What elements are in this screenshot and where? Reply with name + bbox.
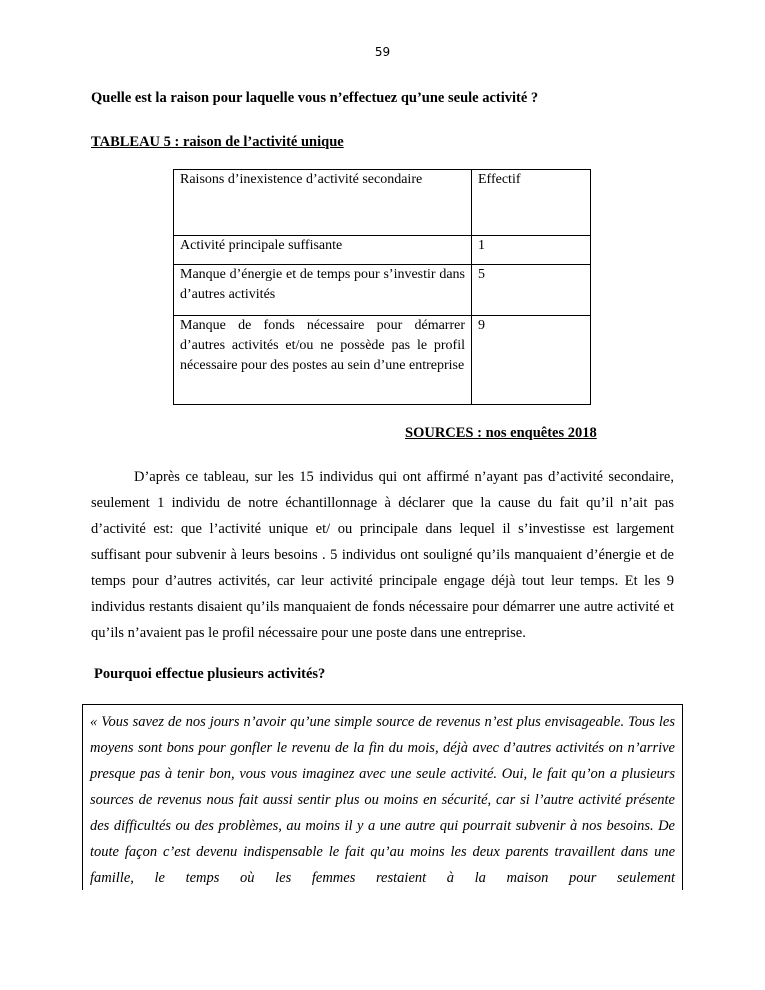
table-cell-reason: Manque d’énergie et de temps pour s’investir dans d’autres activités <box>174 265 472 316</box>
table-cell-count: 5 <box>472 265 591 316</box>
table-header-reasons: Raisons d’inexistence d’activité secondaire <box>174 170 472 236</box>
table-header-row <box>174 170 591 236</box>
table-row <box>174 316 591 405</box>
interview-quote-box <box>82 704 683 890</box>
table-cell-reason: Manque de fonds nécessaire pour démarrer d’autres activités et/ou ne possède pas le profil nécessaire pour des postes au sein d’une entreprise <box>174 316 472 405</box>
table-row <box>174 265 591 316</box>
table-source: SOURCES : nos enquêtes 2018 <box>405 425 597 441</box>
table-cell-count: 9 <box>472 316 591 405</box>
table-title: TABLEAU 5 : raison de l’activité unique <box>91 134 344 150</box>
interview-quote: « Vous savez de nos jours n’avoir qu’une simple source de revenus n’est plus envisageable. Tous les moyens sont bons pour gonfler le revenu de la fin du mois, déjà avec d’autres activités on n’arrive presque pas à tenir bon, vous vous imaginez avec une seule activité. Oui, le fait qu’on a plusieurs sources de revenus nous fait aussi sentir plus ou moins en sécurité, car si l’autre activité présente des difficultés ou des problèmes, au moins il y a une autre qui pourrait subvenir à nos besoins. De toute façon c’est devenu indispensable le fait qu’au moins les deux parents travaillent dans une famille, le temps où les femmes restaient à la maison pour seulement <box>90 714 675 886</box>
table-header-effectif: Effectif <box>472 170 591 236</box>
table-cell-count: 1 <box>472 236 591 265</box>
table-row <box>174 236 591 265</box>
table-cell-reason: Activité principale suffisante <box>174 236 472 265</box>
reasons-table <box>173 169 591 405</box>
page-number: 59 <box>374 45 391 59</box>
survey-question: Quelle est la raison pour laquelle vous n’effectuez qu’une seule activité ? <box>91 90 539 106</box>
section-subheading: Pourquoi effectue plusieurs activités? <box>94 666 326 682</box>
analysis-paragraph: D’après ce tableau, sur les 15 individus qui ont affirmé n’ayant pas d’activité secondaire, seulement 1 individu de notre échantillonnage à déclarer que la cause du fait qu’il n’ait pas d’activité est: que l’activité unique et/ ou principale dans lequel il s’investisse est largement suffisant pour subvenir à leurs besoins . 5 individus ont souligné qu’ils manquaient d’énergie et de temps pour d’autres activités, car leur activité principale engage déjà tout leur temps. Et les 9 individus restants disaient qu’ils manquaient de fonds nécessaire pour démarrer une autre activité et qu’ils n’avaient pas le profil nécessaire pour une poste dans une entreprise. <box>91 469 674 641</box>
